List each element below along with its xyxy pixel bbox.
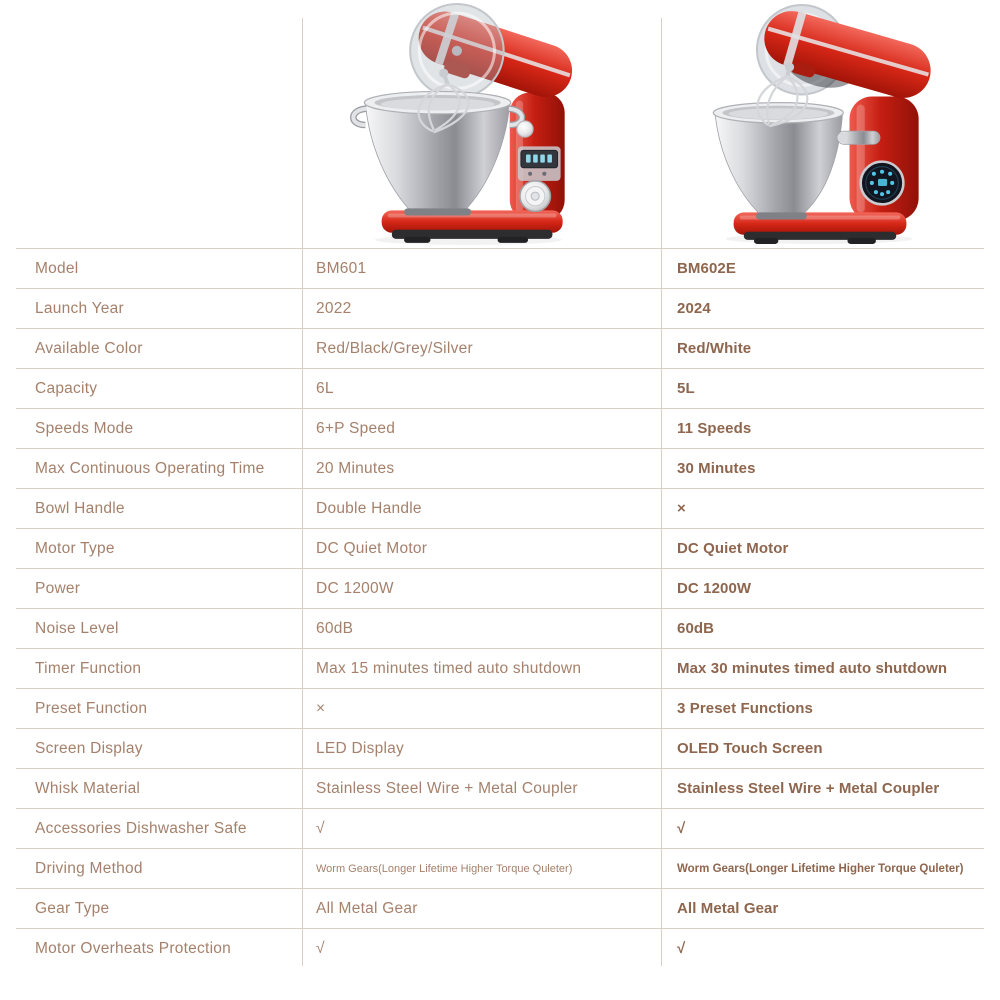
bm601-value: 2022	[316, 299, 352, 317]
bm602e-value: DC 1200W	[677, 580, 752, 597]
spec-label: Model	[35, 259, 79, 277]
product-image-bm602e	[706, 3, 932, 247]
table-row	[16, 688, 984, 728]
bm602e-value: ×	[677, 500, 686, 517]
table-row	[16, 768, 984, 808]
spec-label: Launch Year	[35, 299, 124, 317]
bm602e-value: OLED Touch Screen	[677, 740, 823, 757]
bm601-value: DC Quiet Motor	[316, 539, 428, 557]
table-row	[16, 528, 984, 568]
bm601-value: √	[316, 819, 325, 837]
bm602e-value: DC Quiet Motor	[677, 540, 789, 557]
bm601-value: Worm Gears(Longer Lifetime Higher Torque Quleter)	[316, 862, 573, 875]
spec-label: Available Color	[35, 339, 143, 357]
table-row	[16, 928, 984, 968]
stand-mixer-bm602e-icon	[706, 3, 932, 247]
table-row	[16, 808, 984, 848]
bm601-value: √	[316, 939, 325, 957]
bm601-value: BM601	[316, 259, 367, 277]
spec-label: Speeds Mode	[35, 419, 134, 437]
bm601-value: 20 Minutes	[316, 459, 395, 477]
stand-mixer-bm601-icon	[350, 3, 576, 247]
bm601-value: 60dB	[316, 619, 354, 637]
bm602e-value: 2024	[677, 300, 711, 317]
table-row	[16, 448, 984, 488]
table-row	[16, 648, 984, 688]
bm601-value: 6+P Speed	[316, 419, 396, 437]
table-row	[16, 568, 984, 608]
bm601-value: DC 1200W	[316, 579, 394, 597]
bm601-value: ×	[316, 699, 326, 717]
spec-label: Timer Function	[35, 659, 142, 677]
bm601-value: All Metal Gear	[316, 899, 418, 917]
bm601-value: Red/Black/Grey/Silver	[316, 339, 473, 357]
spec-label: Capacity	[35, 379, 98, 397]
spec-label: Gear Type	[35, 899, 110, 917]
comparison-table	[16, 248, 984, 968]
bm601-value: Max 15 minutes timed auto shutdown	[316, 659, 582, 677]
bm602e-value: 60dB	[677, 620, 715, 637]
bm602e-value: 5L	[677, 380, 695, 397]
table-row	[16, 728, 984, 768]
spec-label: Driving Method	[35, 859, 143, 877]
product-image-bm601	[350, 3, 576, 247]
bm602e-value: √	[677, 820, 686, 837]
table-row	[16, 888, 984, 928]
spec-label: Max Continuous Operating Time	[35, 459, 265, 477]
bm602e-value: All Metal Gear	[677, 900, 779, 917]
spec-label: Motor Type	[35, 539, 115, 557]
bm602e-value: Worm Gears(Longer Lifetime Higher Torque Quleter)	[677, 862, 964, 875]
spec-label: Noise Level	[35, 619, 119, 637]
bm602e-value: Red/White	[677, 340, 752, 357]
spec-label: Accessories Dishwasher Safe	[35, 819, 247, 837]
bm602e-value: BM602E	[677, 260, 736, 277]
table-row	[16, 328, 984, 368]
bm602e-value: 11 Speeds	[677, 420, 752, 437]
bm602e-value: 3 Preset Functions	[677, 700, 814, 717]
bm602e-value: 30 Minutes	[677, 460, 756, 477]
bm602e-value: √	[677, 940, 686, 957]
spec-label: Screen Display	[35, 739, 143, 757]
table-row	[16, 608, 984, 648]
spec-label: Whisk Material	[35, 779, 141, 797]
table-row	[16, 848, 984, 888]
table-row	[16, 288, 984, 328]
bm601-value: LED Display	[316, 739, 405, 757]
bm602e-value: Max 30 minutes timed auto shutdown	[677, 660, 948, 677]
spec-label: Motor Overheats Protection	[35, 939, 232, 957]
bm601-value: Stainless Steel Wire + Metal Coupler	[316, 779, 578, 797]
table-row	[16, 408, 984, 448]
bm601-value: Double Handle	[316, 499, 422, 517]
table-row	[16, 368, 984, 408]
bm602e-value: Stainless Steel Wire + Metal Coupler	[677, 780, 940, 797]
table-row	[16, 488, 984, 528]
spec-label: Preset Function	[35, 699, 148, 717]
spec-label: Bowl Handle	[35, 499, 125, 517]
table-row	[16, 248, 984, 288]
bm601-value: 6L	[316, 379, 334, 397]
spec-label: Power	[35, 579, 81, 597]
